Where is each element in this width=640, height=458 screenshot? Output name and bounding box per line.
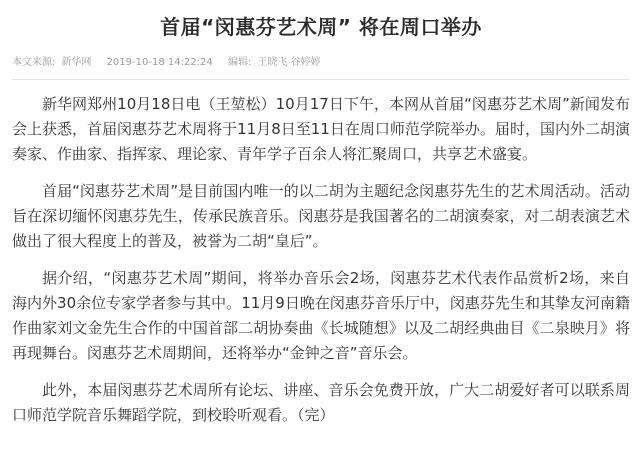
article-meta bbox=[12, 56, 630, 70]
meta-divider bbox=[12, 79, 630, 80]
article-paragraph: 据介绍，“闵惠芬艺术周”期间，将举办音乐会2场，闵惠芬艺术代表作品赏析2场，来自海内外30余位专家学者参与其中。11月9日晚在闵惠芬音乐厅中，闵惠芬先生和其挚友河南籍作曲家刘文金先生合作的中国首部二胡协奏曲《长城随想》以及二胡经典曲目《二泉映月》将再现舞台。闵惠芬艺术周期间，还将举办“金钟之音”音乐会。 bbox=[12, 269, 630, 362]
article-body bbox=[12, 92, 630, 428]
editor-label: 编辑: bbox=[227, 57, 252, 68]
article-paragraph: 此外，本届闵惠芬艺术周所有论坛、讲座、音乐会免费开放，广大二胡爱好者可以联系周口师范学院音乐舞蹈学院，到校聆听观看。（完） bbox=[12, 381, 630, 424]
article-paragraph: 首届“闵惠芬艺术周”是目前国内唯一的以二胡为主题纪念闵惠芬先生的艺术周活动。活动旨在深切缅怀闵惠芬先生，传承民族音乐。闵惠芬是我国著名的二胡演奏家，对二胡表演艺术做出了很大程度上的普及，被誉为二胡“皇后”。 bbox=[12, 182, 630, 250]
source-label: 本文来源: bbox=[12, 57, 56, 68]
article-title: 首届“闵惠芬艺术周” 将在周口举办 bbox=[160, 15, 482, 39]
article-paragraph: 新华网郑州10月18日电（王堃松）10月17日下午，本网从首届“闵惠芬艺术周”新闻发布会上获悉，首届闵惠芬艺术周将于11月8日至11日在周口师范学院举办。届时，国内外二胡演奏家、作曲家、指挥家、理论家、青年学子百余人将汇聚周口，共享艺术盛宴。 bbox=[12, 95, 630, 163]
source-value: 新华网 bbox=[61, 57, 92, 68]
editor-value: 王晓飞 谷婷婷 bbox=[257, 57, 321, 68]
publish-datetime: 2019-10-18 14:22:24 bbox=[106, 57, 213, 68]
